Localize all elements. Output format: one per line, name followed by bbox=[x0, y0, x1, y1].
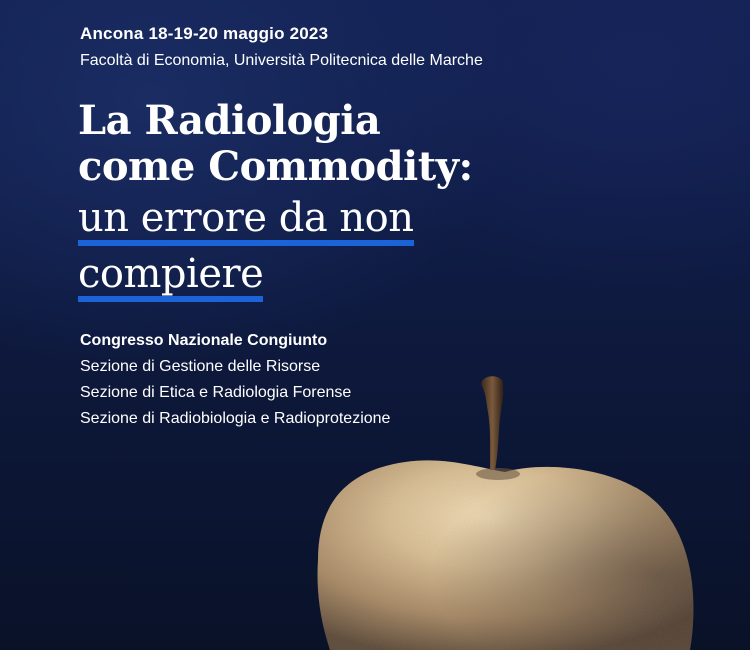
congress-section: Sezione di Radiobiologia e Radioprotezione bbox=[80, 410, 391, 427]
congress-heading: Congresso Nazionale Congiunto bbox=[80, 332, 328, 349]
event-venue: Facoltà di Economia, Università Politecnica delle Marche bbox=[80, 52, 483, 69]
subtitle-line-1: un errore da non bbox=[78, 196, 414, 246]
congress-section: Sezione di Gestione delle Risorse bbox=[80, 358, 321, 375]
title-line-1: La Radiologia bbox=[78, 97, 381, 144]
congress-section: Sezione di Etica e Radiologia Forense bbox=[80, 384, 352, 401]
page-title bbox=[78, 98, 473, 190]
title-subtitle bbox=[78, 194, 414, 302]
event-dates: Ancona 18-19-20 maggio 2023 bbox=[80, 24, 329, 43]
subtitle-line-2: compiere bbox=[78, 252, 263, 302]
congress-info bbox=[80, 328, 390, 432]
title-line-2: come Commodity: bbox=[78, 143, 473, 190]
